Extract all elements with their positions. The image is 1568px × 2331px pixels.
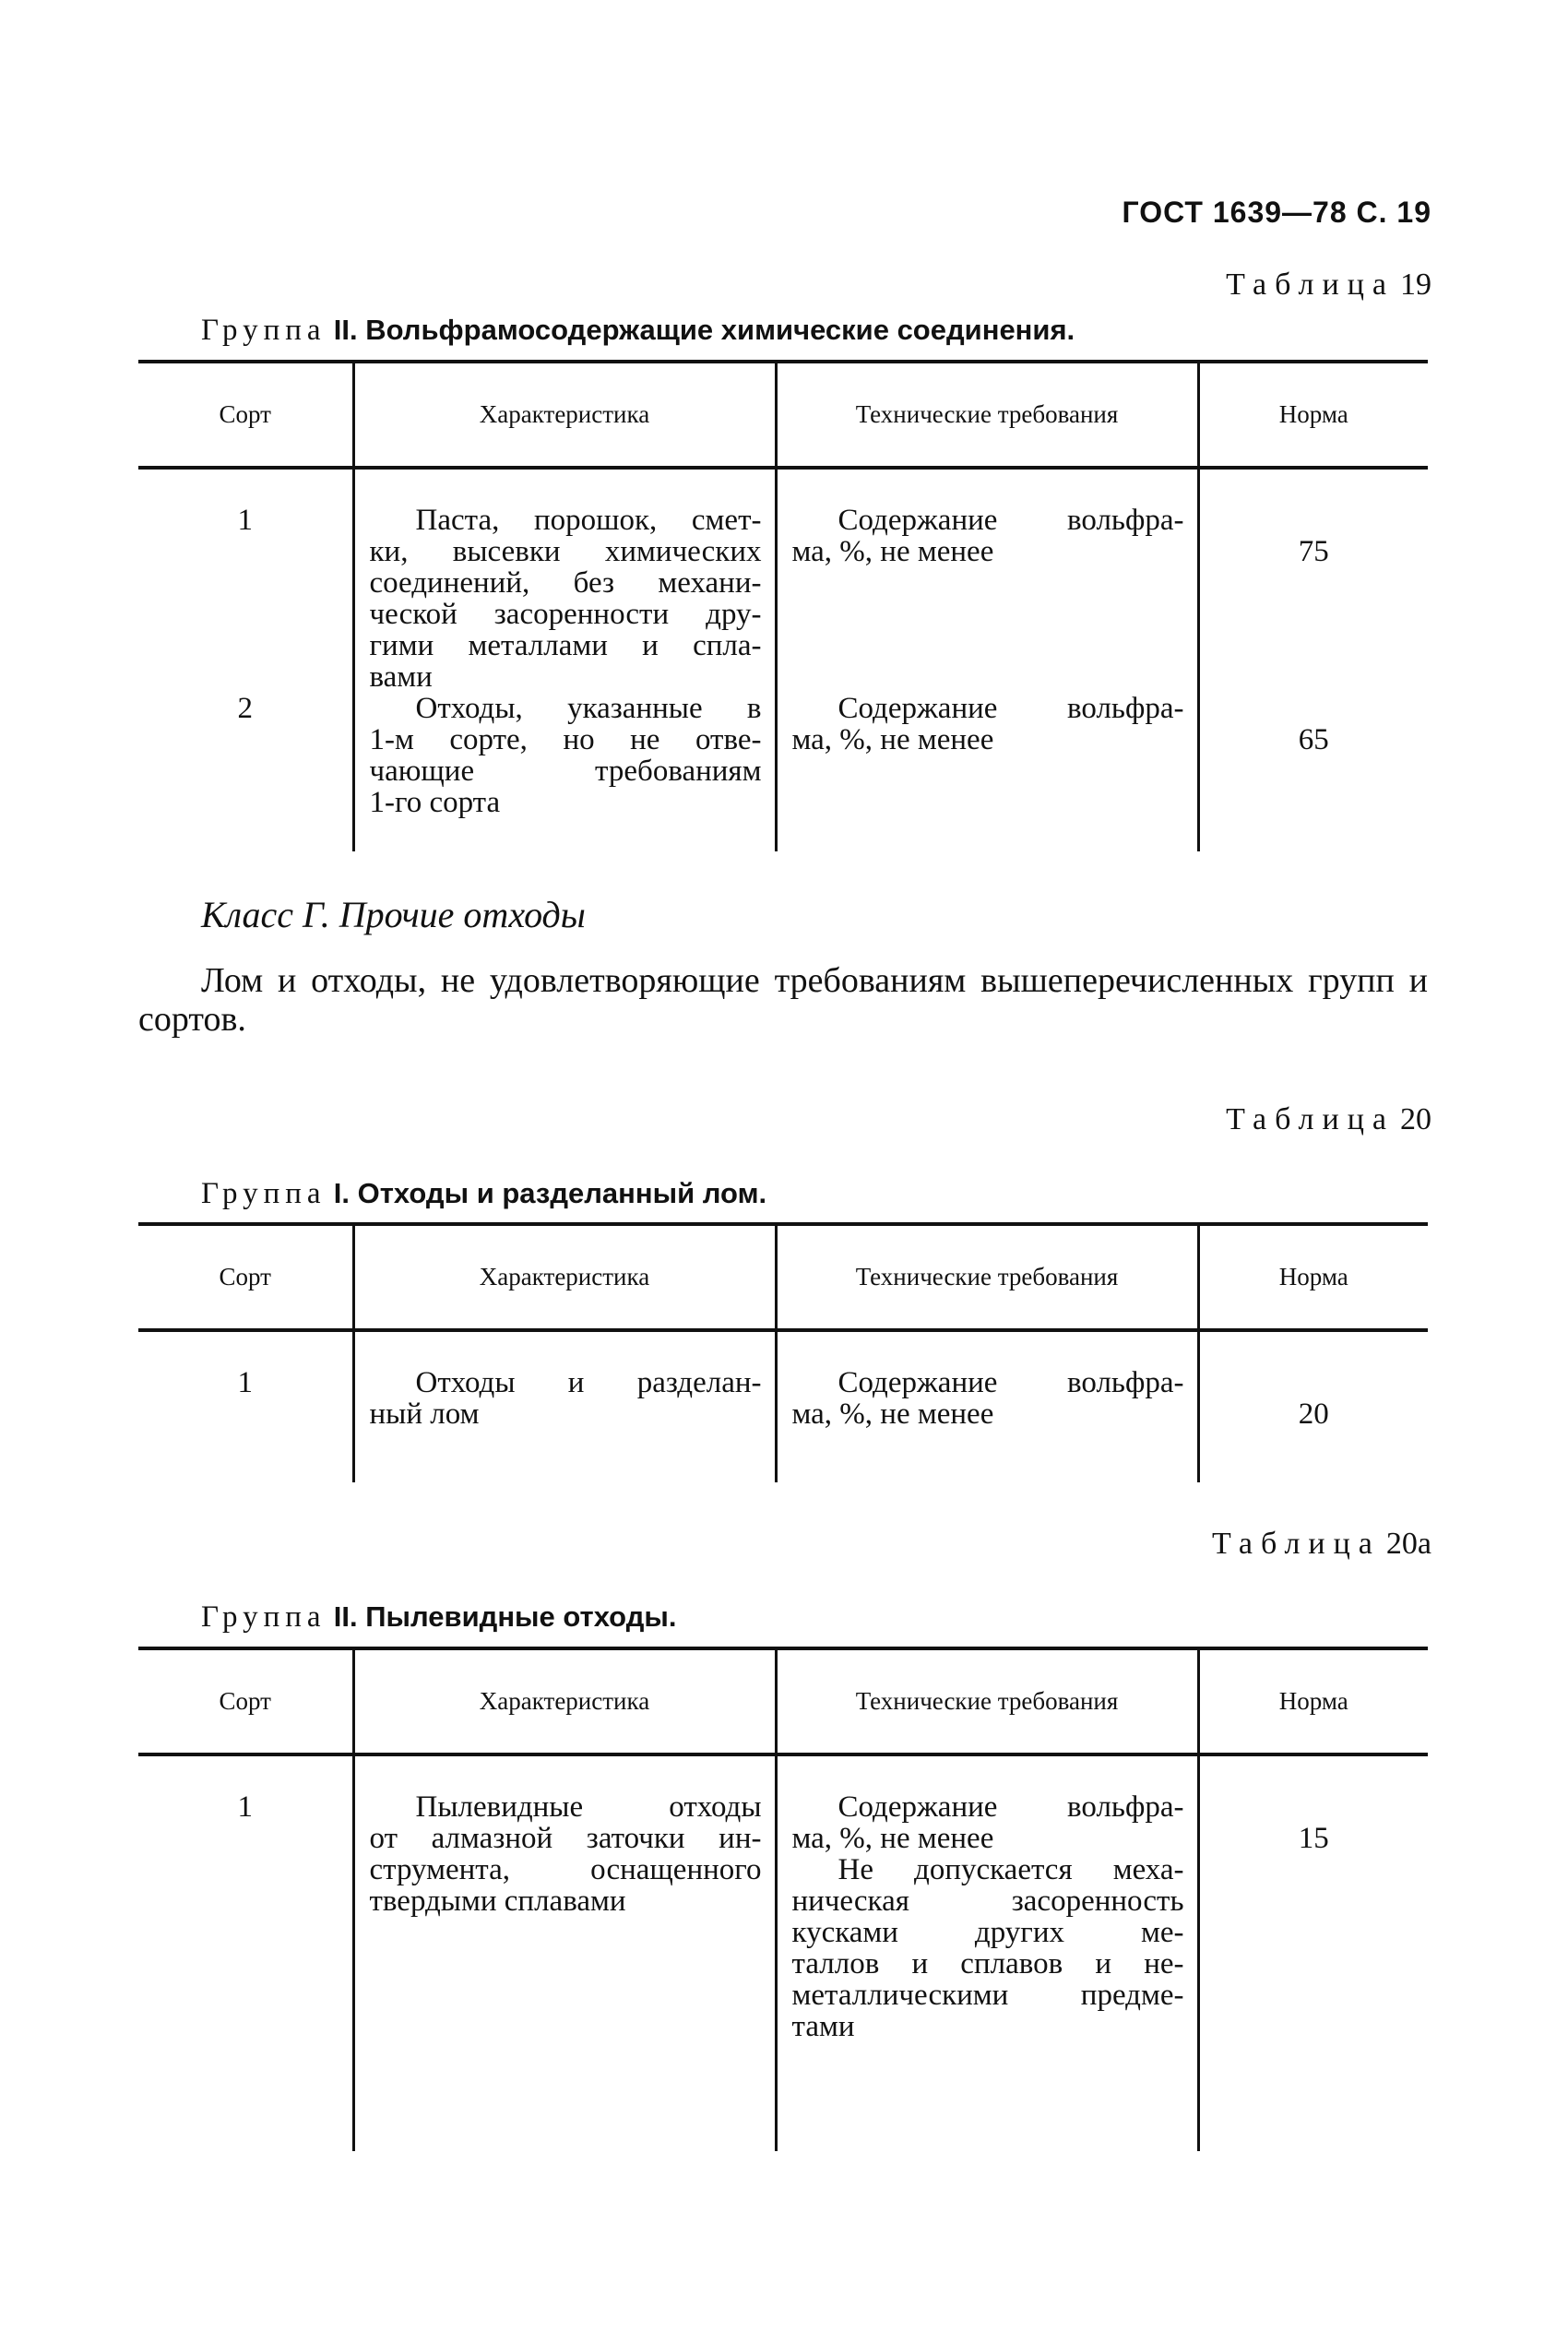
table-19-group-title — [201, 314, 1075, 348]
table-20-label — [1226, 1102, 1431, 1137]
group-word: Группа — [201, 1600, 327, 1634]
table-20a — [138, 1647, 1428, 2151]
table-header-row — [138, 1224, 1428, 1330]
column-header: Сорт — [138, 1648, 353, 1754]
norm-cell: 15 — [1198, 1754, 1428, 2151]
table-number: 20а — [1385, 1527, 1431, 1561]
table-20a-group-title — [201, 1600, 676, 1635]
table-row — [138, 468, 1428, 693]
group-word: Группа — [201, 314, 327, 347]
requirements-cell — [776, 1754, 1198, 2151]
text-line: струмента, оснащенного — [369, 1853, 762, 1886]
text-line: твердыми сплавами — [369, 1885, 626, 1918]
table-label-word: Таблица — [1211, 1527, 1381, 1561]
text-line: ческой засоренности дру- — [369, 598, 762, 631]
text-line: ма, %, не менее — [791, 1822, 994, 1855]
text-line: Пылевидные отходы — [415, 1790, 762, 1824]
table-number: 20 — [1400, 1102, 1431, 1136]
group-title: I. Отходы и разделанный лом. — [333, 1177, 767, 1209]
grade-cell: 1 — [237, 1790, 253, 1824]
column-header: Характеристика — [353, 362, 776, 468]
characteristic-cell — [353, 468, 776, 693]
group-title: II. Вольфрамосодержащие химические соединения. — [333, 314, 1075, 346]
grade-cell: 2 — [237, 692, 253, 725]
column-header: Характеристика — [353, 1224, 776, 1330]
text-line: чающие требованиям — [369, 755, 762, 788]
table-20a-label — [1212, 1527, 1431, 1562]
group-title: II. Пылевидные отходы. — [333, 1600, 677, 1633]
page-header: ГОСТ 1639—78 С. 19 — [1122, 196, 1431, 229]
column-header: Технические требования — [776, 362, 1198, 468]
class-title: Класс Г. Прочие отходы — [201, 894, 586, 935]
table-label-word: Таблица — [1226, 1102, 1395, 1136]
text-line: Отходы и разделан- — [415, 1366, 762, 1399]
table-label-word: Таблица — [1226, 268, 1395, 302]
characteristic-cell — [353, 1754, 776, 2151]
text-line: 1-го сорта — [369, 786, 501, 819]
column-header: Сорт — [138, 362, 353, 468]
table-row — [138, 1330, 1428, 1482]
table-19 — [138, 360, 1428, 851]
text-line: ный лом — [369, 1397, 480, 1431]
column-header: Технические требования — [776, 1648, 1198, 1754]
requirements-cell — [776, 693, 1198, 851]
text-line: Содержание вольфра- — [837, 1790, 1184, 1824]
column-header: Характеристика — [353, 1648, 776, 1754]
class-paragraph: Лом и отходы, не удовлетворяющие требованиям вышеперечисленных групп и сортов. — [138, 961, 1428, 1039]
group-word: Группа — [201, 1177, 327, 1210]
text-line: ки, высевки химических — [369, 535, 762, 568]
requirements-cell — [776, 468, 1198, 693]
norm-cell: 65 — [1198, 693, 1428, 851]
text-line: Паста, порошок, смет- — [415, 504, 762, 537]
text-line: ма, %, не менее — [791, 723, 994, 756]
column-header: Технические требования — [776, 1224, 1198, 1330]
text-line: соединений, без механи- — [369, 566, 762, 600]
text-line: ма, %, не менее — [791, 1397, 994, 1431]
norm-cell: 20 — [1198, 1330, 1428, 1482]
text-line: Отходы, указанные в — [415, 692, 762, 725]
characteristic-cell — [353, 693, 776, 851]
table-header-row — [138, 1648, 1428, 1754]
table-20-group-title — [201, 1177, 766, 1211]
text-line: Содержание вольфра- — [837, 504, 1184, 537]
table-19-label — [1226, 268, 1431, 303]
column-header: Норма — [1198, 1224, 1428, 1330]
grade-cell: 1 — [237, 1366, 253, 1399]
text-line: гими металлами и спла- — [369, 629, 762, 662]
column-header: Норма — [1198, 362, 1428, 468]
grade-cell: 1 — [237, 504, 253, 537]
characteristic-cell — [353, 1330, 776, 1482]
text-line: ма, %, не менее — [791, 535, 994, 568]
text-line: вами — [369, 660, 433, 694]
table-header-row — [138, 362, 1428, 468]
text-line: ническая засоренность — [791, 1885, 1184, 1918]
table-row — [138, 693, 1428, 851]
table-number: 19 — [1400, 268, 1431, 302]
text-line: металлическими предме- — [791, 1979, 1184, 2012]
text-line: кусками других ме- — [791, 1916, 1184, 1949]
table-row — [138, 1754, 1428, 2151]
table-20 — [138, 1222, 1428, 1482]
text-line: Содержание вольфра- — [837, 692, 1184, 725]
column-header: Норма — [1198, 1648, 1428, 1754]
norm-cell: 75 — [1198, 468, 1428, 693]
text-line: Не допускается меха- — [837, 1853, 1184, 1886]
requirements-cell — [776, 1330, 1198, 1482]
text-line: таллов и сплавов и не- — [791, 1947, 1184, 1980]
text-line: Содержание вольфра- — [837, 1366, 1184, 1399]
text-line: 1-м сорте, но не отве- — [369, 723, 762, 756]
column-header: Сорт — [138, 1224, 353, 1330]
text-line: тами — [791, 2010, 855, 2043]
text-line: от алмазной заточки ин- — [369, 1822, 762, 1855]
